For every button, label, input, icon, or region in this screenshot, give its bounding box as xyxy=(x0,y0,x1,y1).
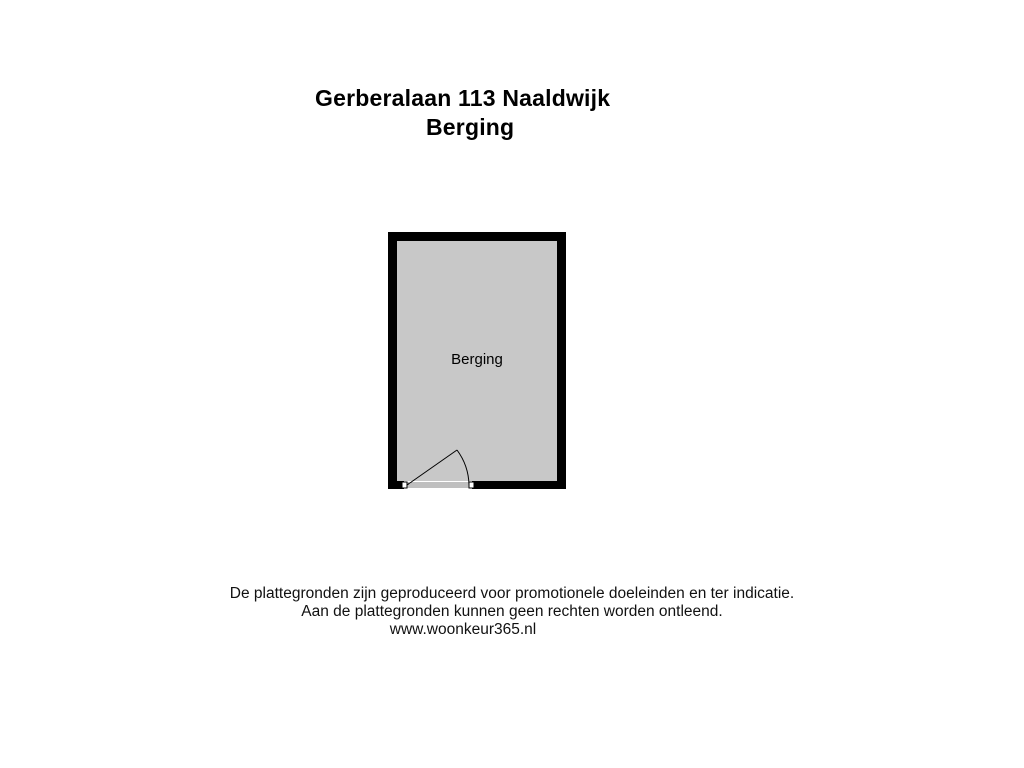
disclaimer-line-2: Aan de plattegronden kunnen geen rechten worden ontleend. xyxy=(301,603,723,620)
floor-title: Berging xyxy=(426,114,515,140)
floorplan xyxy=(380,224,580,499)
disclaimer-line-1: De plattegronden zijn geproduceerd voor promotionele doeleinden en ter indicatie. xyxy=(229,585,795,602)
disclaimer xyxy=(150,585,874,639)
title-block xyxy=(300,84,640,142)
page-title: Gerberalaan 113 Naaldwijk xyxy=(315,85,611,111)
door-jamb-left xyxy=(402,482,407,488)
door-jamb-right xyxy=(469,482,474,488)
room-label: Berging xyxy=(451,351,503,368)
website-url: www.woonkeur365.nl xyxy=(389,621,537,638)
